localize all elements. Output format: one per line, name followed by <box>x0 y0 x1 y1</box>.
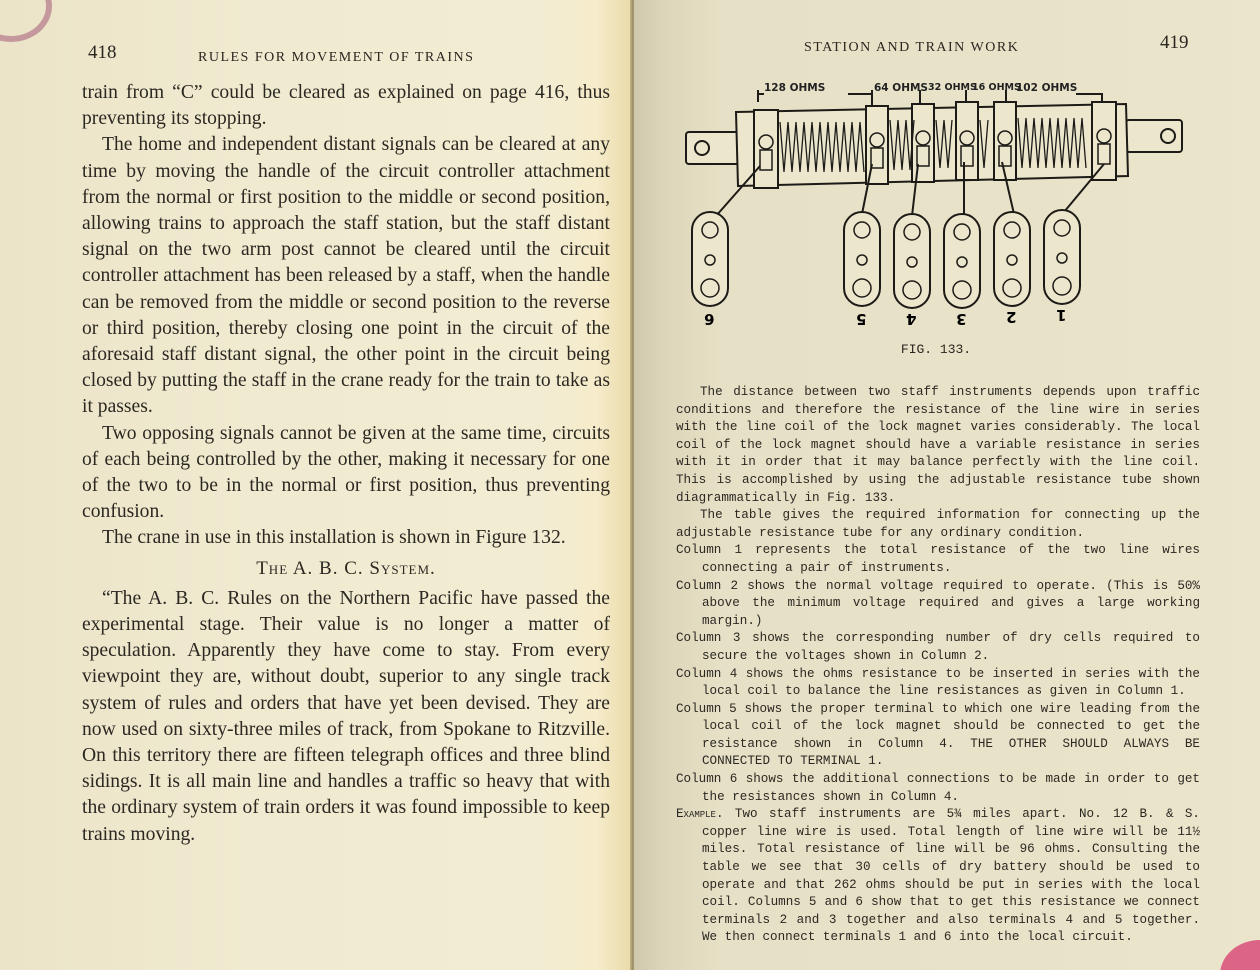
terminal-label-4: 4 <box>906 310 917 328</box>
colored-edge-decoration <box>1220 940 1260 970</box>
example-text: Two staff instruments are 5¾ miles apart. No. 12 B. & S. copper line wire is used. Total length of line wire will be 11½ miles. Total resistance of line will be 96 ohms. Consulting the table we see that 30 cells of dry battery should be used to operate and that 262 ohms should be put in series with the local coil. Columns 5 and 6 show that to get this resistance we connect terminals 2 and 3 together and also terminals 4 and 5 together. We then connect terminals 1 and 6 into the local circuit. <box>702 807 1200 945</box>
resistance-label: 16 OHMS <box>972 82 1021 93</box>
resistance-tube-diagram <box>676 80 1196 340</box>
left-page-body <box>82 80 610 848</box>
terminal-label-6: 6 <box>704 310 715 328</box>
paragraph: The home and independent distant signals can be cleared at any time by moving the handle of the circuit controller attachment from the normal or first position to the middle or second position, allowing trains to approach the staff station, but the staff distant signal on the two arm post cannot be cleared until the circuit controller attachment has been released by a staff, when the handle can be removed from the middle or second position to the reverse or third position, thereby closing one point in the circuit of the aforesaid staff distant signal, the other point in the circuit being closed by putting the staff in the crane ready for the train to take as it passes. <box>82 134 610 418</box>
running-head: STATION AND TRAIN WORK <box>804 40 1020 55</box>
example-label: Example. <box>676 807 724 822</box>
column-note: Column 5 shows the proper terminal to which one wire leading from the local coil of the lock magnet should be connected to get the resistance shown in Column 4. THE OTHER SHOULD ALWAYS BE CONNECTED TO TERMINAL 1. <box>676 701 1200 769</box>
column-note: Column 1 represents the total resistance of the two line wires connecting a pair of instruments. <box>676 543 1200 575</box>
resistance-label: 64 OHMS <box>874 82 928 94</box>
resistance-label: 102 OHMS <box>1016 82 1078 94</box>
paragraph: The crane in use in this installation is shown in Figure 132. <box>102 527 566 549</box>
paragraph: The distance between two staff instruments depends upon traffic conditions and therefore the resistance of the line wire in series with the line coil of the lock magnet varies considerably. The local coil of the lock magnet should have a variable resistance in series with it in order that it may balance perfectly with the line coil. This is accomplished by using the adjustable resistance tube shown diagrammatically in Fig. 133. <box>676 385 1200 505</box>
paragraph: The table gives the required information for connecting up the adjustable resistance tube for any ordinary condition. <box>676 508 1200 540</box>
terminal-label-3: 3 <box>956 310 967 328</box>
marbled-edge-decoration <box>0 0 52 42</box>
column-note: Column 4 shows the ohms resistance to be inserted in series with the local coil to balance the line resistances as given in Column 1. <box>676 666 1200 699</box>
paragraph: train from “C” could be cleared as explained on page 416, thus preventing its stopping. <box>82 82 610 130</box>
terminal-label-1: 1 <box>1056 306 1067 324</box>
section-heading: The A. B. C. System. <box>256 557 436 579</box>
running-head: RULES FOR MOVEMENT OF TRAINS <box>198 50 475 65</box>
example-paragraph <box>676 806 1200 947</box>
column-note: Column 3 shows the corresponding number of dry cells required to secure the voltages shown in Column 2. <box>676 631 1200 663</box>
paragraph: Two opposing signals cannot be given at the same time, circuits of each being controlled by the other, making it necessary for one of the two to be in the normal or first position, thus preventing confusion. <box>82 422 610 523</box>
terminal-label-5: 5 <box>856 310 867 328</box>
page-number: 419 <box>1160 32 1189 53</box>
terminal-label-2: 2 <box>1006 308 1017 326</box>
quote-paragraph: “The A. B. C. Rules on the Northern Pacific have passed the experimental stage. Their value is no longer a matter of speculation. Apparently they have come to stay. From every viewpoint they are, without doubt, superior to any single track system of rules and orders that have yet been devised. They are now used on sixty-three miles of track, from Spokane to Ritzville. On this territory there are fifteen telegraph offices and three blind sidings. It is all main line and handles a traffic so heavy that with the ordinary system of train orders it was found impossible to keep trains moving. <box>82 587 610 845</box>
column-note: Column 2 shows the normal voltage required to operate. (This is 50% above the minimum voltage required and gives a large working margin.) <box>676 578 1200 628</box>
resistance-label: 32 OHMS <box>928 82 977 93</box>
page-number: 418 <box>88 42 117 63</box>
column-note: Column 6 shows the additional connections to be made in order to get the resistances shown in Column 4. <box>676 772 1200 804</box>
resistance-label: 128 OHMS <box>764 82 826 94</box>
figure-caption: FIG. 133. <box>900 342 972 357</box>
right-page-body <box>676 384 1200 947</box>
figure-resistance-tube <box>676 80 1196 360</box>
